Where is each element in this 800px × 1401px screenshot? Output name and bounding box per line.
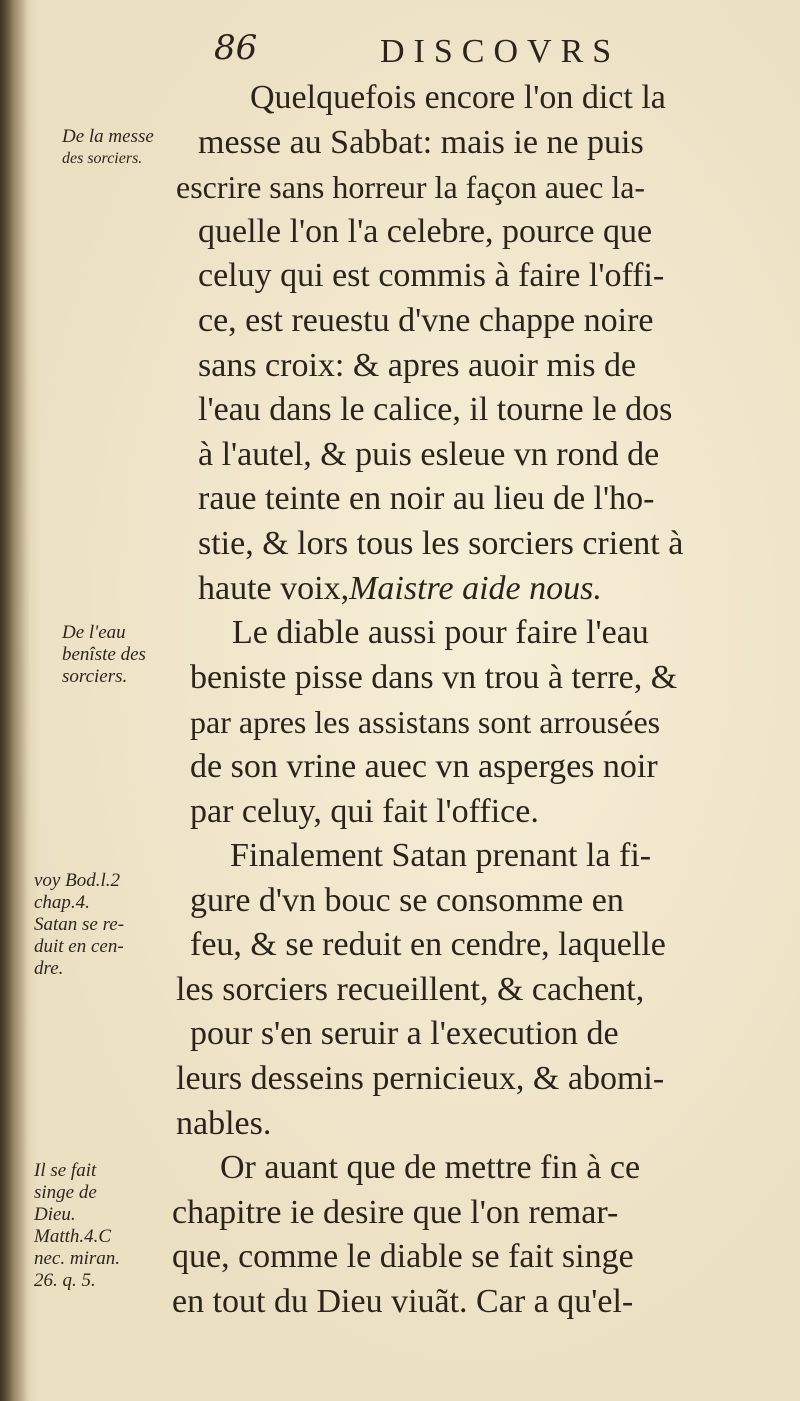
margin-note-line: singe de (34, 1182, 97, 1203)
text-line: gure d'vn bouc se consomme en (190, 881, 624, 919)
margin-note-line: voy Bod.l.2 (34, 870, 121, 891)
text-line: ce, est reuestu d'vne chappe noire (198, 301, 654, 339)
text-line: raue teinte en noir au lieu de l'ho- (198, 480, 655, 518)
text-line: messe au Sabbat: mais ie ne puis (198, 123, 644, 161)
text-line: stie, & lors tous les sorciers crient à (198, 524, 684, 562)
margin-note-line: Dieu. (34, 1204, 76, 1225)
text-line: Le diable aussi pour faire l'eau (232, 614, 649, 652)
italic-phrase: Maistre aide nous. (349, 569, 602, 607)
margin-note-line: dre. (34, 958, 64, 979)
margin-note-bodin (34, 870, 184, 980)
text-line: pour s'en seruir a l'execution de (190, 1015, 619, 1053)
margin-note-line: nec. miran. (34, 1248, 121, 1269)
text-line: de son vrine auec vn asperges noir (190, 747, 658, 785)
text-line: en tout du Dieu viuãt. Car a qu'el- (172, 1283, 634, 1321)
margin-note-line: Il se fait (34, 1160, 97, 1181)
gutter-shadow (0, 0, 30, 1401)
margin-note-line: Satan se re- (34, 914, 125, 935)
text-line: sans croix: & apres auoir mis de (198, 346, 637, 384)
text-line: Or auant que de mettre fin à ce (220, 1149, 641, 1187)
text-line (172, 567, 772, 612)
text-line: beniste pisse dans vn trou à terre, & (190, 658, 678, 696)
margin-note-line: De la messe (62, 126, 154, 147)
text-line: les sorciers recueillent, & cachent, (176, 970, 645, 1008)
margin-note-line: chap.4. (34, 892, 90, 913)
text-line: l'eau dans le calice, il tourne le dos (198, 391, 673, 429)
margin-note-line: benîste des (62, 644, 146, 665)
text-line: quelle l'on l'a celebre, pource que (198, 212, 653, 250)
text-line: nables. (176, 1104, 272, 1142)
text-line: leurs desseins pernicieux, & abomi- (176, 1060, 665, 1098)
text-line: à l'autel, & puis esleue vn rond de (198, 435, 660, 473)
running-head: DISCOVRS (380, 33, 621, 70)
margin-note-line: De l'eau (62, 622, 126, 643)
margin-note-line: des sorciers. (62, 150, 143, 167)
page-header (212, 24, 692, 76)
text-line: escrire sans horreur la façon auec la- (176, 169, 646, 206)
margin-note-line: sorciers. (62, 666, 128, 687)
text-line: que, comme le diable se fait singe (172, 1238, 634, 1276)
margin-note-line: Matth.4.C (34, 1226, 112, 1247)
text-line: Finalement Satan prenant la fi- (230, 837, 652, 875)
margin-note-singe (34, 1160, 184, 1292)
text-line: celuy qui est commis à faire l'offi- (198, 257, 665, 295)
margin-note-line: 26. q. 5. (34, 1270, 96, 1291)
margin-note-line: duit en cen- (34, 936, 124, 957)
page-number: 86 (214, 28, 258, 68)
text-line: Quelquefois encore l'on dict la (250, 79, 666, 116)
text-line: par celuy, qui fait l'office. (190, 792, 539, 830)
text-line: feu, & se reduit en cendre, laquelle (190, 926, 666, 964)
text-segment: haute voix, (198, 569, 350, 607)
text-line: par apres les assistans sont arrousées (190, 704, 661, 741)
body-text (172, 76, 772, 1325)
text-line: chapitre ie desire que l'on remar- (172, 1193, 619, 1231)
